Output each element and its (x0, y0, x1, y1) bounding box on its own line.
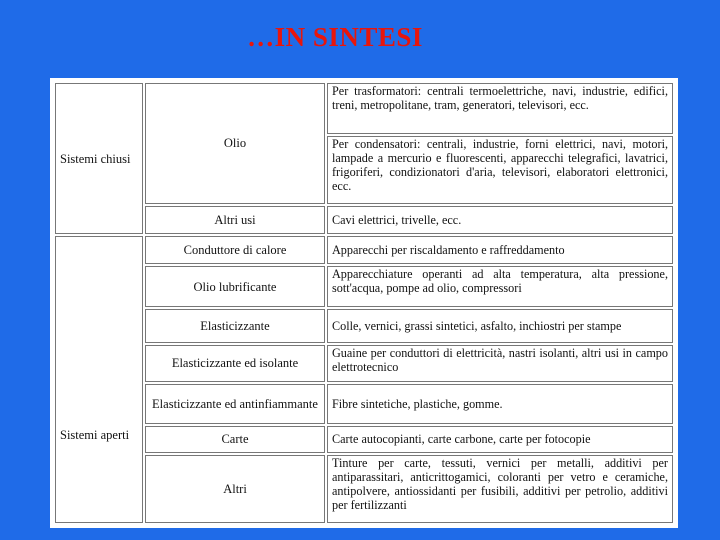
table-row (55, 83, 673, 134)
application-cell: Per condensatori: centrali, industrie, forni elettrici, navi, motori, lampade a mercurio e fluorescenti, apparecchi telegrafici, lavatrici, frigoriferi, condizionatori d'aria, televisori, elaboratori elettronici, ecc. (327, 136, 673, 204)
table-row (55, 309, 673, 343)
table-row (55, 345, 673, 382)
application-cell: Tinture per carte, tessuti, vernici per metalli, additivi per antiparassitari, anticrittogamici, coloranti per vetro e ceramiche, antipolvere, antiossidanti per fusibili, additivi per petrolio, additivi per fertilizzanti (327, 455, 673, 523)
use-cell: Conduttore di calore (145, 236, 325, 264)
use-cell: Elasticizzante ed isolante (145, 345, 325, 382)
table-row (55, 266, 673, 307)
application-cell: Cavi elettrici, trivelle, ecc. (327, 206, 673, 235)
use-cell: Carte (145, 426, 325, 454)
closed-systems-cell: Sistemi chiusi (55, 83, 143, 234)
application-cell: Per trasformatori: centrali termoelettriche, navi, industrie, edifici, treni, metropolitane, tram, generatori, televisori, ecc. (327, 83, 673, 134)
table-row (55, 206, 673, 235)
application-cell: Colle, vernici, grassi sintetici, asfalto, inchiostri per stampe (327, 309, 673, 343)
table-row (55, 384, 673, 424)
application-cell: Fibre sintetiche, plastiche, gomme. (327, 384, 673, 424)
use-cell: Altri usi (145, 206, 325, 235)
use-cell: Olio lubrificante (145, 266, 325, 307)
application-cell: Apparecchi per riscaldamento e raffreddamento (327, 236, 673, 264)
summary-table (53, 81, 675, 525)
slide-title: …IN SINTESI (247, 22, 423, 52)
open-systems-cell: Sistemi aperti (55, 236, 143, 523)
application-cell: Carte autocopianti, carte carbone, carte per fotocopie (327, 426, 673, 454)
use-cell: Altri (145, 455, 325, 523)
use-cell: Elasticizzante (145, 309, 325, 343)
use-cell: Olio (145, 83, 325, 204)
table-row (55, 455, 673, 523)
table-row (55, 426, 673, 454)
application-cell: Guaine per conduttori di elettricità, nastri isolanti, altri usi in campo elettrotecnico (327, 345, 673, 382)
summary-table-card (50, 78, 678, 528)
application-cell: Apparecchiature operanti ad alta temperatura, alta pressione, sott'acqua, pompe ad olio, compressori (327, 266, 673, 307)
table-row (55, 236, 673, 264)
use-cell: Elasticizzante ed antinfiammante (145, 384, 325, 424)
